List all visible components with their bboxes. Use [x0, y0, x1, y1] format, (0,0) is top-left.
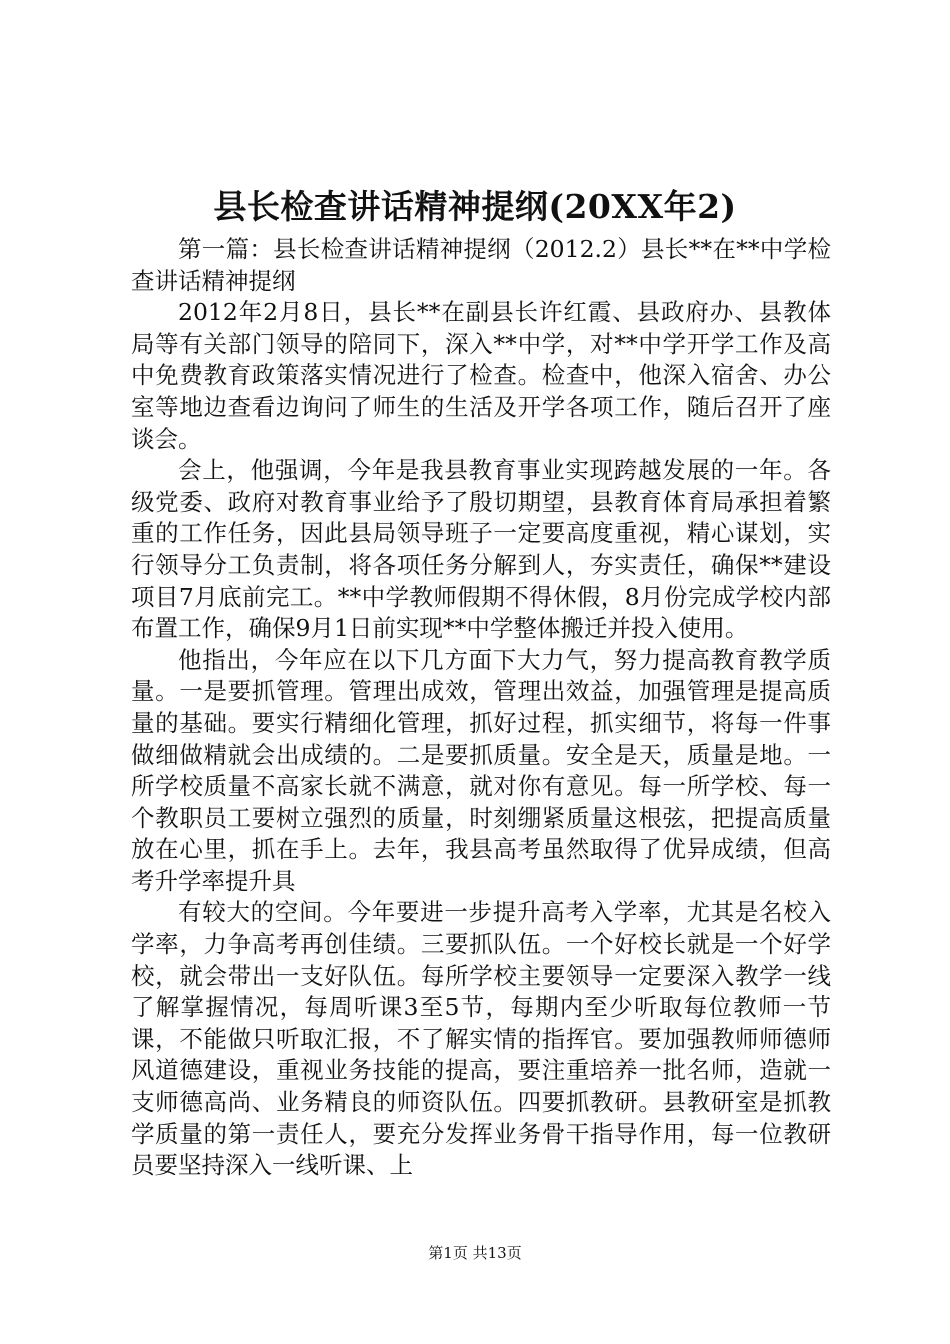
paragraph-2: 2012年2月8日，县长**在副县长许红霞、县政府办、县教体局等有关部门领导的陪同下，深入**中学，对**中学开学工作及高中免费教育政策落实情况进行了检查。检查中，他深入宿舍、办公室等地边查看边询问了师生的生活及开学各项工作，随后召开了座谈会。 [131, 298, 831, 453]
paragraph-1: 第一篇：县长检查讲话精神提纲（2012.2）县长**在**中学检查讲话精神提纲 [131, 235, 831, 295]
document-body [131, 234, 831, 1182]
document-title: 县长检查讲话精神提纲(20XX年2) [213, 187, 737, 226]
paragraph-4: 他指出，今年应在以下几方面下大力气，努力提高教育教学质量。一是要抓管理。管理出成效，管理出效益，加强管理是提高质量的基础。要实行精细化管理，抓好过程，抓实细节，将每一件事做细做精就会出成绩的。二是要抓质量。安全是天，质量是地。一所学校质量不高家长就不满意，就对你有意见。每一所学校、每一个教职员工要树立强烈的质量，时刻绷紧质量这根弦，把提高质量放在心里，抓在手上。去年，我县高考虽然取得了优异成绩，但高考升学率提升具 [131, 645, 831, 895]
paragraph-3: 会上，他强调，今年是我县教育事业实现跨越发展的一年。各级党委、政府对教育事业给予了殷切期望，县教育体育局承担着繁重的工作任务，因此县局领导班子一定要高度重视，精心谋划，实行领导分工负责制，将各项任务分解到人，夯实责任，确保**建设项目7月底前完工。**中学教师假期不得休假，8月份完成学校内部布置工作，确保9月1日前实现**中学整体搬迁并投入使用。 [131, 456, 831, 643]
paragraph-5: 有较大的空间。今年要进一步提升高考入学率，尤其是名校入学率，力争高考再创佳绩。三要抓队伍。一个好校长就是一个好学校，就会带出一支好队伍。每所学校主要领导一定要深入教学一线了解掌握情况，每周听课3至5节，每期内至少听取每位教师一节课，不能做只听取汇报，不了解实情的指挥官。要加强教师师德师风道德建设，重视业务技能的提高，要注重培养一批名师，造就一支师德高尚、业务精良的师资队伍。四要抓教研。县教研室是抓教学质量的第一责任人，要充分发挥业务骨干指导作用，每一位教研员要坚持深入一线听课、上 [131, 898, 831, 1180]
page-number-footer: 第1页 共13页 [428, 1244, 522, 1262]
